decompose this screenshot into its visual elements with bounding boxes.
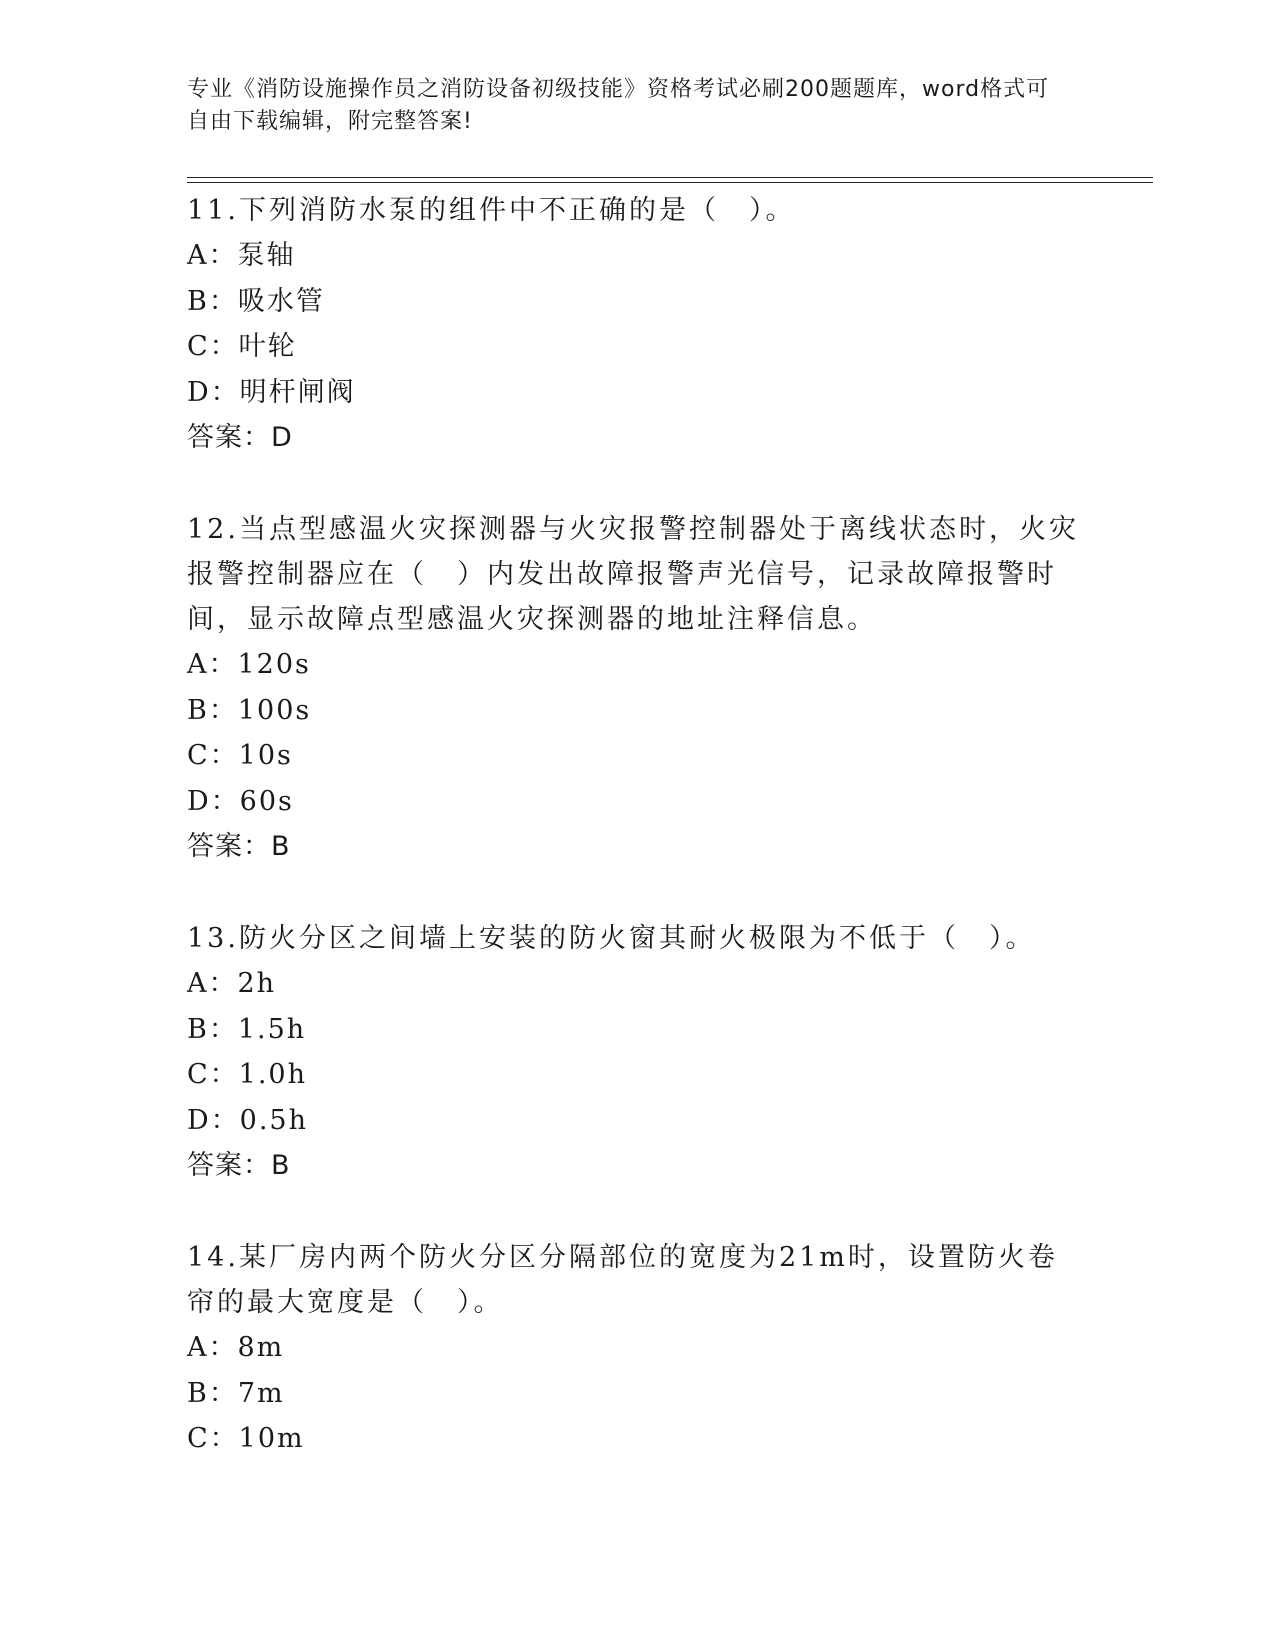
option-b: B：吸水管 xyxy=(187,285,325,317)
option-d: D：0.5h xyxy=(187,1104,308,1136)
option-d: D：明杆闸阀 xyxy=(187,376,356,408)
question-stem: 14.某厂房内两个防火分区分隔部位的宽度为21m时，设置防火卷帘的最大宽度是（ ）。 xyxy=(187,1242,1058,1318)
option-d: D：60s xyxy=(187,785,294,817)
option-c: C：叶轮 xyxy=(187,331,297,362)
question-14 xyxy=(187,1235,1087,1462)
question-stem: 11.下列消防水泵的组件中不正确的是（ ）。 xyxy=(187,195,796,226)
answer: 答案：B xyxy=(187,1150,291,1181)
option-a: A：8m xyxy=(187,1332,285,1363)
option-c: C：10s xyxy=(187,740,293,771)
question-list xyxy=(187,188,1087,1508)
answer: 答案：D xyxy=(187,422,293,453)
header-rule-bottom xyxy=(187,182,1153,183)
question-stem: 12.当点型感温火灾探测器与火灾报警控制器处于离线状态时，火灾报警控制器应在（ ）内发出故障报警声光信号，记录故障报警时间，显示故障点型感温火灾探测器的地址注释信息。 xyxy=(187,514,1079,635)
option-b: B：1.5h xyxy=(187,1013,307,1045)
answer: 答案：B xyxy=(187,831,291,862)
option-b: B：100s xyxy=(187,694,312,726)
option-c: C：10m xyxy=(187,1423,305,1454)
header-rule-top xyxy=(187,177,1153,178)
option-a: A：2h xyxy=(187,968,277,999)
option-a: A：泵轴 xyxy=(187,240,296,271)
option-b: B：7m xyxy=(187,1377,285,1409)
option-c: C：1.0h xyxy=(187,1059,307,1090)
question-12 xyxy=(187,507,1087,870)
question-13 xyxy=(187,916,1087,1189)
document-header: 专业《消防设施操作员之消防设备初级技能》资格考试必刷200题题库，word格式可自由下载编辑，附完整答案! xyxy=(187,77,1050,134)
question-stem: 13.防火分区之间墙上安装的防火窗其耐火极限为不低于（ ）。 xyxy=(187,923,1036,954)
option-a: A：120s xyxy=(187,649,311,680)
question-11 xyxy=(187,188,1087,461)
